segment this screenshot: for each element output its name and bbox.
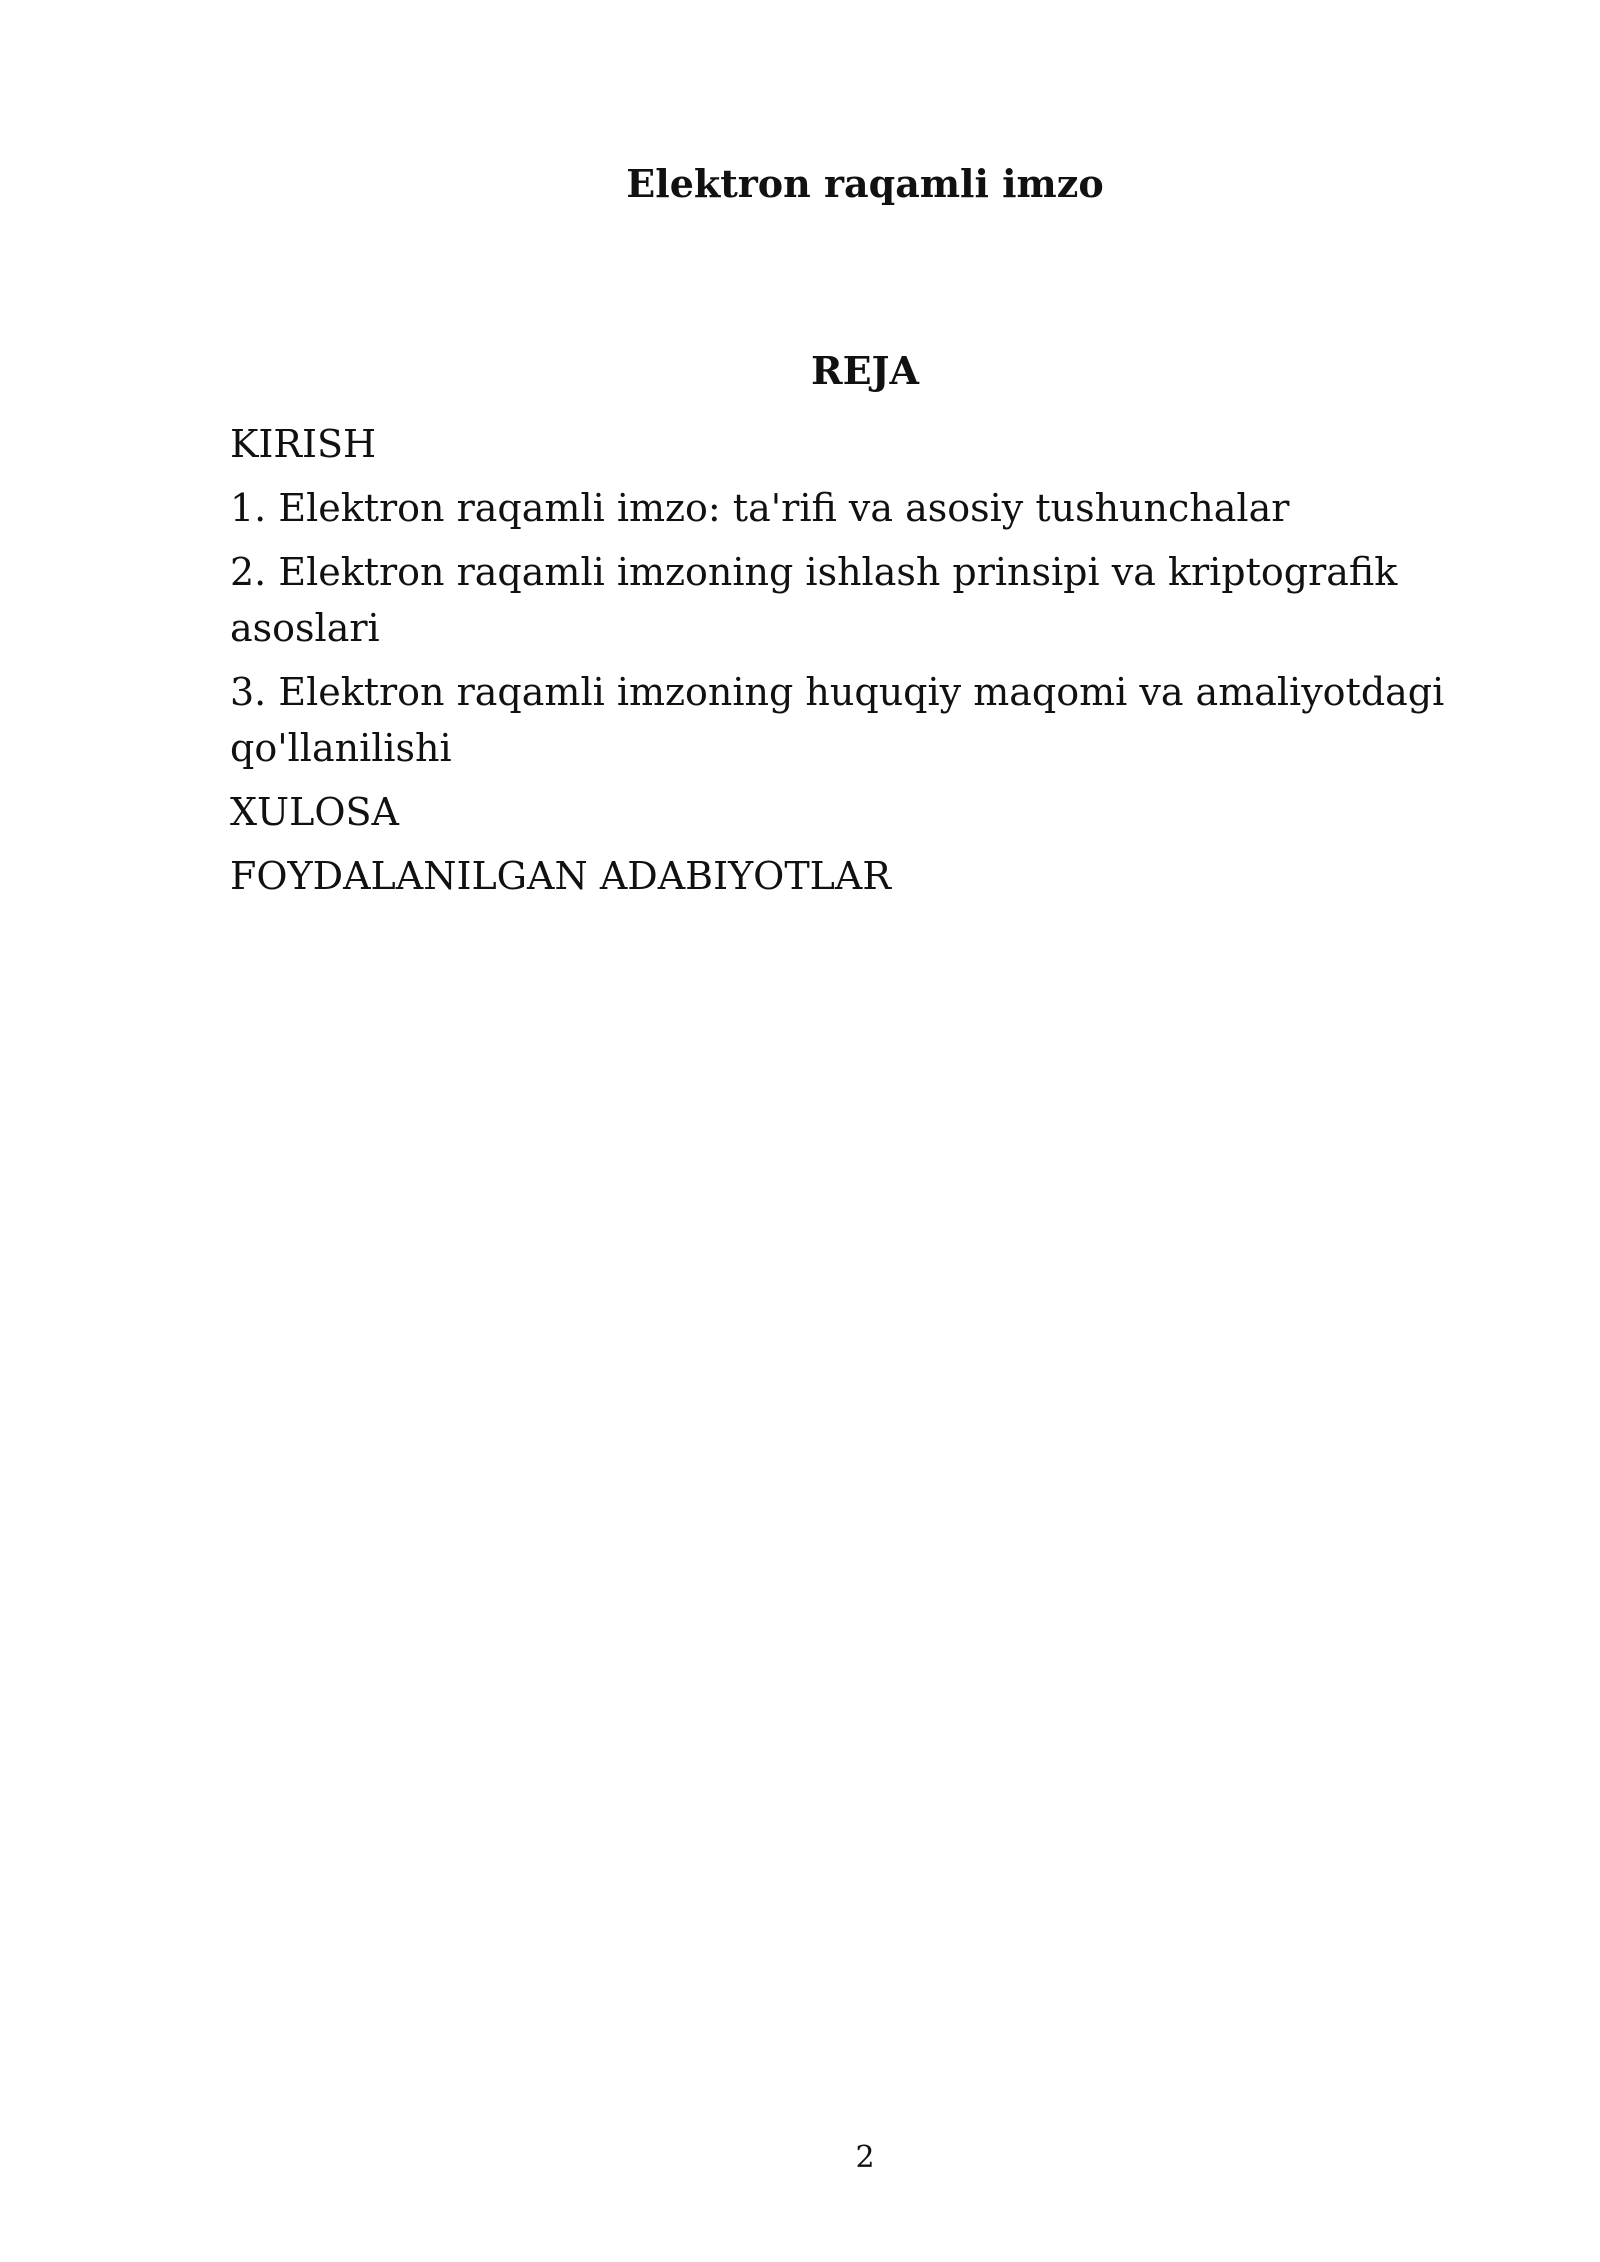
plan-item-2: 2. Elektron raqamli imzoning ishlash prinsipi va kriptografik asoslari bbox=[230, 550, 1398, 650]
plan-list bbox=[230, 416, 1480, 912]
page-number: 2 bbox=[855, 2140, 875, 2175]
plan-item-3: 3. Elektron raqamli imzoning huquqiy maqomi va amaliyotdagi qo'llanilishi bbox=[230, 670, 1445, 770]
document-title: Elektron raqamli imzo bbox=[626, 161, 1104, 206]
plan-heading: REJA bbox=[810, 348, 919, 393]
plan-item-1: 1. Elektron raqamli imzo: ta'rifi va asosiy tushunchalar bbox=[230, 486, 1290, 530]
plan-item-conclusion: XULOSA bbox=[230, 790, 399, 834]
plan-item-references: FOYDALANILGAN ADABIYOTLAR bbox=[230, 854, 891, 898]
plan-item-introduction: KIRISH bbox=[230, 422, 377, 466]
